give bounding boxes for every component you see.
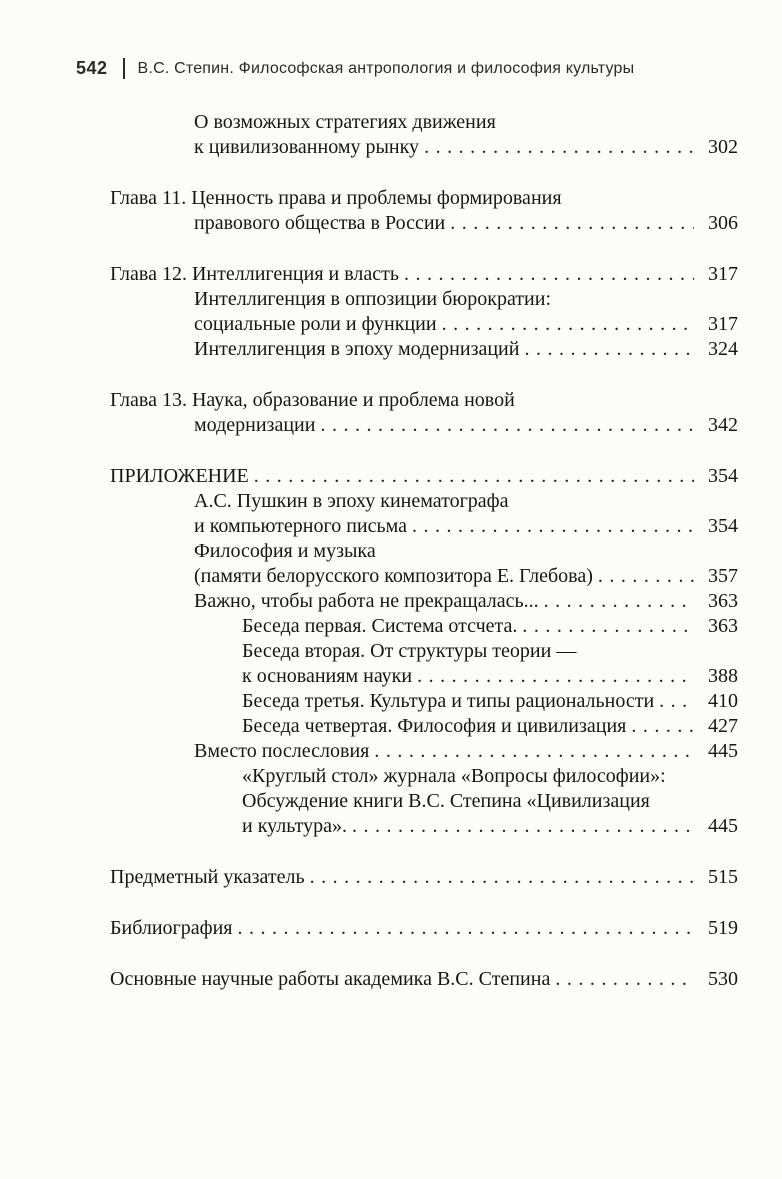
toc-block — [110, 464, 738, 839]
dot-leader — [404, 262, 694, 287]
toc-line — [110, 413, 738, 438]
toc-line — [110, 589, 738, 614]
dot-leader — [374, 739, 694, 764]
dot-leader — [238, 916, 695, 941]
toc-line — [110, 916, 738, 941]
toc-entry-text: Вместо послесловия — [194, 740, 370, 762]
toc-block — [110, 916, 738, 941]
toc-line — [110, 967, 738, 992]
toc-entry-text: Предметный указатель — [110, 866, 305, 888]
toc-line — [110, 639, 738, 664]
toc-entry-text: Глава 13. Наука, образование и проблема новой — [110, 389, 515, 411]
toc-line — [110, 211, 738, 236]
toc-entry-text: Интеллигенция в эпоху модернизаций — [194, 338, 520, 360]
toc-line — [110, 388, 738, 413]
toc-entry-text: О возможных стратегиях движения — [194, 111, 496, 133]
toc-entry-text: Беседа первая. Система отсчета. — [242, 615, 518, 637]
toc-block — [110, 262, 738, 362]
dot-leader — [310, 865, 694, 890]
toc-line — [110, 789, 738, 814]
toc-entry-text: Беседа вторая. От структуры теории — — [242, 640, 577, 662]
toc-entry-text: модернизации — [194, 414, 316, 436]
toc-line — [110, 312, 738, 337]
toc-line — [110, 489, 738, 514]
dot-leader — [442, 312, 694, 337]
toc-line — [110, 539, 738, 564]
dot-leader — [524, 337, 694, 362]
toc-line — [110, 337, 738, 362]
toc-entry-text: Философия и музыка — [194, 540, 376, 562]
toc-line — [110, 464, 738, 489]
toc-block — [110, 967, 738, 992]
dot-leader — [659, 689, 694, 714]
toc-line — [110, 564, 738, 589]
toc-line — [110, 739, 738, 764]
toc-line — [110, 262, 738, 287]
toc-page-number: 445 — [708, 740, 738, 762]
toc-page-number: 306 — [708, 212, 738, 234]
dot-leader — [631, 714, 694, 739]
toc-block — [110, 110, 738, 160]
toc-entry-text: и культура». — [242, 815, 347, 837]
toc-entry-text: «Круглый стол» журнала «Вопросы философии»: — [242, 765, 666, 787]
toc-line — [110, 135, 738, 160]
toc-page-number: 427 — [708, 715, 738, 737]
toc-page-number: 515 — [708, 866, 738, 888]
toc-line — [110, 287, 738, 312]
toc-entry-text: к основаниям науки — [242, 665, 413, 687]
toc-entry-text: Беседа четвертая. Философия и цивилизация — [242, 715, 627, 737]
toc-page-number: 317 — [708, 263, 738, 285]
toc-page-number: 530 — [708, 968, 738, 990]
toc-entry-text: ПРИЛОЖЕНИЕ — [110, 465, 249, 487]
toc-line — [110, 865, 738, 890]
toc-page-number: 357 — [708, 565, 738, 587]
toc-line — [110, 614, 738, 639]
toc-page-number: 342 — [708, 414, 738, 436]
toc-line — [110, 110, 738, 135]
toc-page-number: 317 — [708, 313, 738, 335]
dot-leader — [598, 564, 694, 589]
toc-page-number: 354 — [708, 465, 738, 487]
toc-page-number: 519 — [708, 917, 738, 939]
toc-entry-text: Библиография — [110, 917, 233, 939]
toc-entry-text: Интеллигенция в оппозиции бюрократии: — [194, 288, 552, 310]
toc-block — [110, 865, 738, 890]
toc-page-number: 354 — [708, 515, 738, 537]
dot-leader — [412, 514, 694, 539]
header-divider — [123, 58, 125, 79]
toc-page-number: 324 — [708, 338, 738, 360]
toc-line — [110, 514, 738, 539]
dot-leader — [254, 464, 694, 489]
dot-leader — [352, 814, 694, 839]
dot-leader — [424, 135, 694, 160]
toc-entry-text: правового общества в России — [194, 212, 446, 234]
toc-line — [110, 689, 738, 714]
toc-entry-text: Глава 12. Интеллигенция и власть — [110, 263, 400, 285]
toc-entry-text: Беседа третья. Культура и типы рациональности — [242, 690, 655, 712]
dot-leader — [417, 664, 694, 689]
toc — [110, 110, 738, 992]
toc-page-number: 445 — [708, 815, 738, 837]
toc-page-number: 363 — [708, 615, 738, 637]
toc-entry-text: к цивилизованному рынку — [194, 136, 420, 158]
dot-leader — [544, 589, 694, 614]
toc-page-number: 410 — [708, 690, 738, 712]
toc-entry-text: Глава 11. Ценность права и проблемы формирования — [110, 187, 562, 209]
toc-entry-text: Основные научные работы академика В.С. Степина — [110, 968, 551, 990]
running-head — [76, 58, 634, 79]
toc-entry-text: социальные роли и функции — [194, 313, 437, 335]
toc-page-number: 363 — [708, 590, 738, 612]
dot-leader — [320, 413, 694, 438]
toc-entry-text: (памяти белорусского композитора Е. Глебова) — [194, 565, 593, 587]
dot-leader — [522, 614, 694, 639]
toc-entry-text: Обсуждение книги В.С. Степина «Цивилизация — [242, 790, 650, 812]
toc-entry-text: и компьютерного письма — [194, 515, 408, 537]
toc-line — [110, 714, 738, 739]
toc-entry-text: А.С. Пушкин в эпоху кинематографа — [194, 490, 509, 512]
toc-line — [110, 764, 738, 789]
toc-line — [110, 814, 738, 839]
dot-leader — [555, 967, 694, 992]
toc-line — [110, 186, 738, 211]
toc-block — [110, 186, 738, 236]
running-head-title: В.С. Степин. Философская антропология и философия культуры — [137, 59, 635, 77]
dot-leader — [450, 211, 694, 236]
toc-entry-text: Важно, чтобы работа не прекращалась... — [194, 590, 539, 612]
toc-page-number: 388 — [708, 665, 738, 687]
toc-block — [110, 388, 738, 438]
page-number: 542 — [76, 58, 108, 78]
toc-page-number: 302 — [708, 136, 738, 158]
toc-line — [110, 664, 738, 689]
